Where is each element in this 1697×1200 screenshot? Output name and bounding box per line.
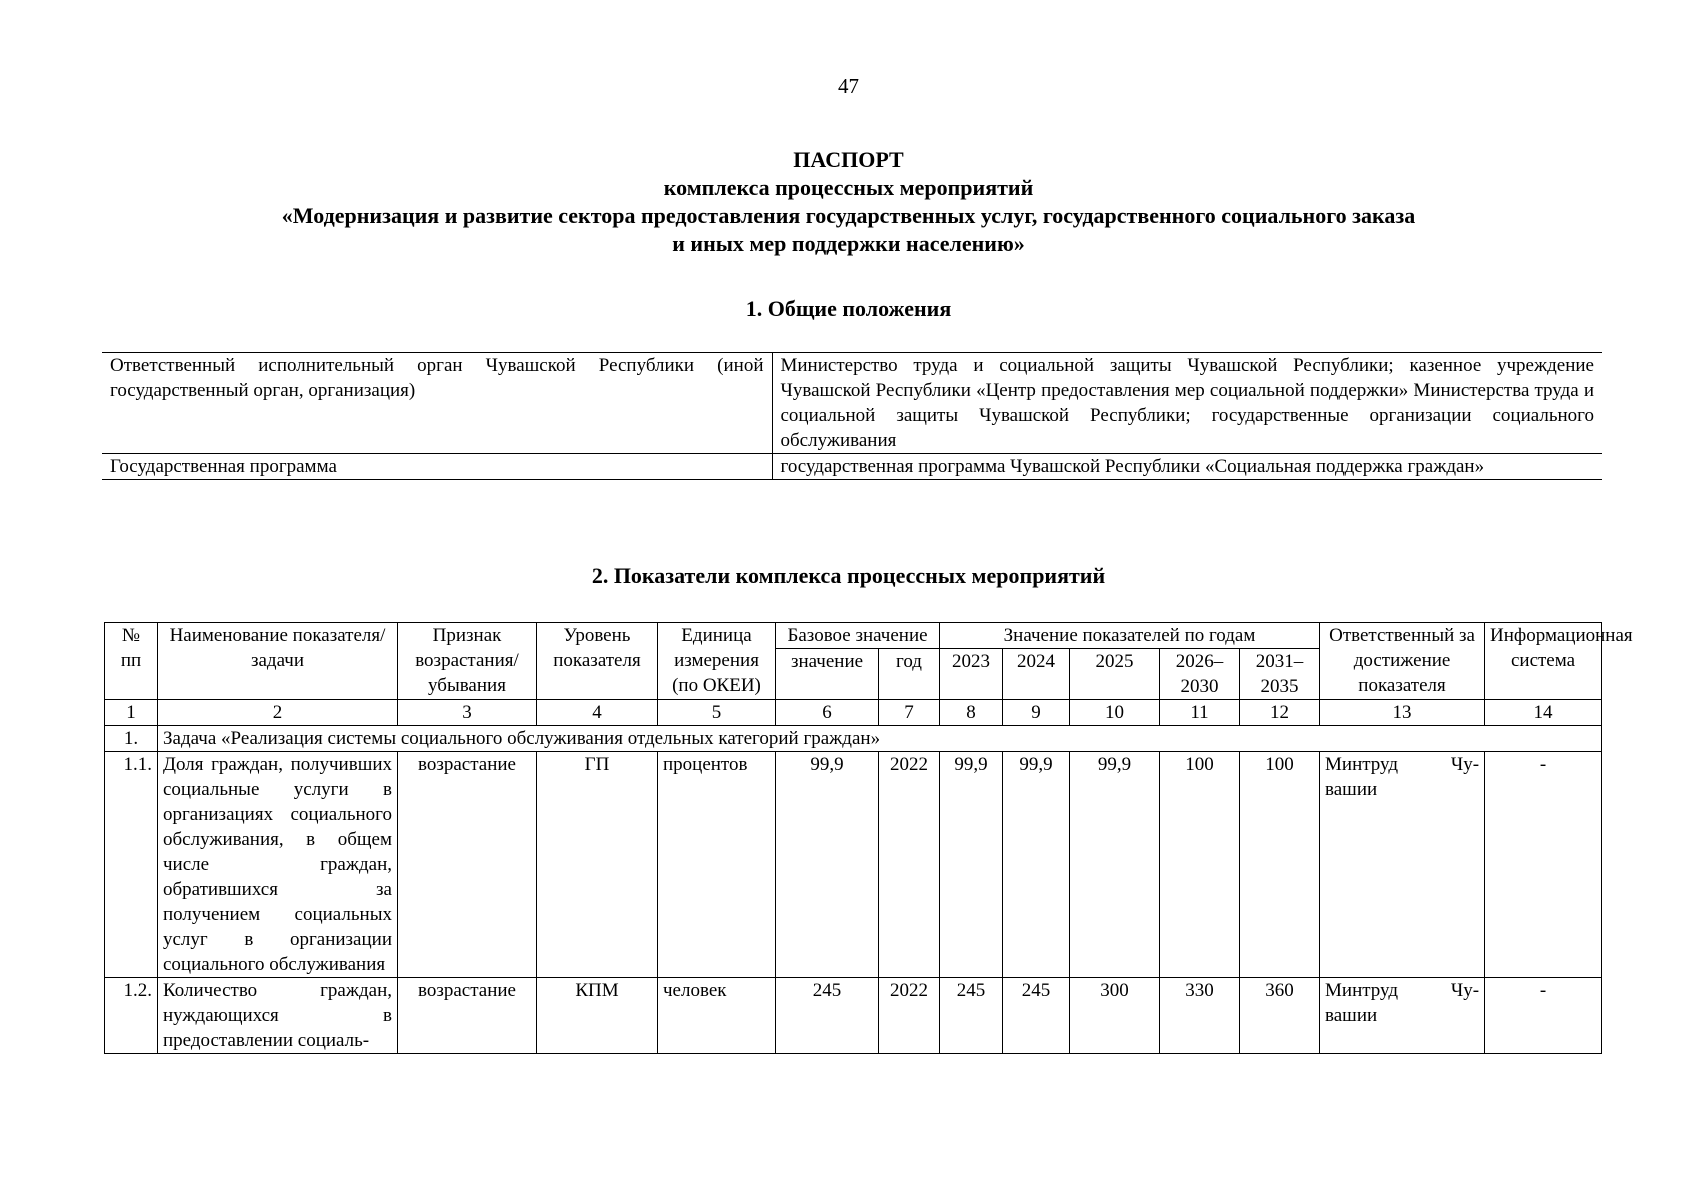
header-years-group: Значение показателей по годам [940,623,1320,649]
responsible [1320,752,1485,978]
level: ГП [537,752,658,978]
header-base: Базовое значение [776,623,940,649]
responsible-a: Минтруд [1325,754,1399,775]
header-num: № пп [105,623,158,700]
row-label: Ответственный исполнительный орган Чувашской Республики (иной государственный орган, организация) [102,353,772,454]
table-row [105,752,1602,978]
level: КПМ [537,978,658,1054]
header-year-2025: 2025 [1070,649,1160,700]
responsible-b: Чу- [1450,980,1480,1001]
col-number: 1 [105,700,158,726]
section-2-heading: 2. Показатели комплекса процессных мероприятий [591,563,1106,588]
responsible-b: Чу- [1450,754,1480,775]
col-number: 11 [1160,700,1240,726]
table-row [102,454,1602,480]
responsible-a: Минтруд [1325,980,1399,1001]
base-year: 2022 [879,752,940,978]
table-row [102,353,1602,454]
col-number: 14 [1485,700,1602,726]
trend: возрастание [398,978,537,1054]
page-number: 47 [838,74,859,98]
task-num: 1. [105,726,158,752]
header-info: Информационная система [1485,623,1602,700]
header-responsible: Ответственный за достижение показателя [1320,623,1485,700]
title-line-3: «Модернизация и развитие сектора предоставления государственных услуг, государственного социального заказа [281,203,1416,228]
unit: человек [658,978,776,1054]
value-2024: 245 [1003,978,1070,1054]
col-number: 6 [776,700,879,726]
indicator-name: Доля граждан, получивших социальные услуги в организациях социального обслуживания, в общем числе граждан, обратившихся за получением социальных услуг в организации социального обслуживания [158,752,398,978]
header-base-value: значение [776,649,879,700]
col-number: 12 [1240,700,1320,726]
header-level: Уровень показателя [537,623,658,700]
value-2031-2035: 100 [1240,752,1320,978]
header-name: Наименование показателя/задачи [158,623,398,700]
title-line-4: и иных мер поддержки населению» [672,231,1025,256]
indicators-table [104,622,1633,1054]
row-num: 1.2. [105,978,158,1054]
header-row [105,623,1602,649]
col-number: 2 [158,700,398,726]
value-2025: 300 [1070,978,1160,1054]
header-base-year: год [879,649,940,700]
col-number: 13 [1320,700,1485,726]
col-number: 7 [879,700,940,726]
indicator-name: Количество граждан, нуждающихся в предоставлении социаль- [158,978,398,1054]
header-trend: Признак возрастания/ убывания [398,623,537,700]
document-title [0,146,1697,258]
column-number-row [105,700,1602,726]
value-2024: 99,9 [1003,752,1070,978]
col-number: 5 [658,700,776,726]
value-2023: 245 [940,978,1003,1054]
value-2023: 99,9 [940,752,1003,978]
general-provisions-table [102,352,1602,480]
info-system: - [1485,978,1602,1054]
value-2025: 99,9 [1070,752,1160,978]
value-2026-2030: 330 [1160,978,1240,1054]
trend: возрастание [398,752,537,978]
header-year-2024: 2024 [1003,649,1070,700]
row-value: Министерство труда и социальной защиты Чувашской Республики; казенное учреждение Чувашской Республики «Центр предоставления мер социальной поддержки» Министерства труда и социальной защиты Чувашской Республики; государственные организации социального обслуживания [772,353,1602,454]
info-system: - [1485,752,1602,978]
task-text: Задача «Реализация системы социального обслуживания отдельных категорий граждан» [158,726,1602,752]
row-num: 1.1. [105,752,158,978]
task-row [105,726,1602,752]
base-year: 2022 [879,978,940,1054]
col-number: 4 [537,700,658,726]
row-value: государственная программа Чувашской Республики «Социальная поддержка граждан» [772,454,1602,480]
title-line-1: ПАСПОРТ [793,147,904,172]
value-2031-2035: 360 [1240,978,1320,1054]
unit: процентов [658,752,776,978]
header-unit: Единица измерения (по ОКЕИ) [658,623,776,700]
row-label: Государственная программа [102,454,772,480]
header-year-2023: 2023 [940,649,1003,700]
base-value: 99,9 [776,752,879,978]
responsible [1320,978,1485,1054]
base-value: 245 [776,978,879,1054]
table-row [105,978,1602,1054]
responsible-c: вашии [1325,1005,1378,1026]
col-number: 3 [398,700,537,726]
col-number: 10 [1070,700,1160,726]
responsible-c: вашии [1325,779,1378,800]
header-year-2031-2035: 2031–2035 [1240,649,1320,700]
section-1-heading: 1. Общие положения [745,296,952,321]
col-number: 8 [940,700,1003,726]
header-year-2026-2030: 2026–2030 [1160,649,1240,700]
value-2026-2030: 100 [1160,752,1240,978]
title-line-2: комплекса процессных мероприятий [663,175,1034,200]
col-number: 9 [1003,700,1070,726]
